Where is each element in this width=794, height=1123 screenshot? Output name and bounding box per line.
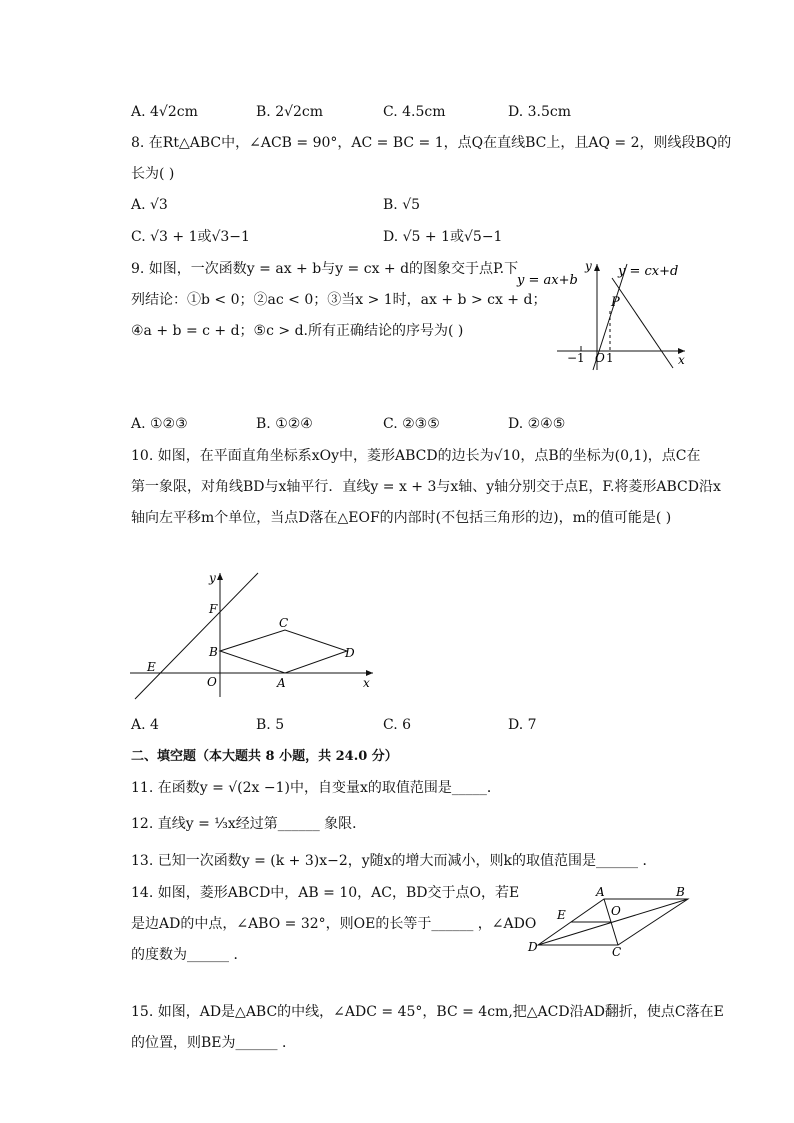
- q10-label-x: x: [363, 676, 370, 690]
- q8-option-a: A. √3: [131, 197, 168, 213]
- q9-stem-line2: 列结论：①b < 0；②ac < 0；③当x > 1时，ax + b > cx + d；: [131, 292, 547, 308]
- q10-line-ef: [135, 573, 258, 699]
- q10-stem-line2: 第一象限，对角线BD与x轴平行．直线y = x + 3与x轴、y轴分别交于点E，F.将菱形ABCD沿x: [131, 479, 721, 495]
- q14-label-e: E: [557, 908, 566, 922]
- q10-rhombus: [220, 630, 347, 673]
- q9-label-1: 1: [606, 351, 614, 365]
- q8-option-c: C. √3 + 1或√3−1: [131, 229, 250, 245]
- q9-line-cx: [612, 278, 673, 368]
- q10-stem-line1: 10. 如图，在平面直角坐标系xOy中，菱形ABCD的边长为√10，点B的坐标为(0,1)，点C在: [131, 448, 701, 464]
- q8-stem-line2: 长为( ): [131, 166, 175, 182]
- q14-figure: [524, 883, 699, 958]
- q7-option-c: C. 4.5cm: [383, 104, 446, 120]
- q10-option-c: C. 6: [383, 717, 412, 733]
- q9-y-arrow: [594, 264, 600, 271]
- q9-stem-line3: ④a + b = c + d；⑤c > d.所有正确结论的序号为( ): [131, 323, 464, 339]
- q10-option-b: B. 5: [256, 717, 285, 733]
- q10-label-d: D: [345, 646, 355, 660]
- q13-stem: 13. 已知一次函数y = (k + 3)x−2，y随x的增大而减小，则k的取值范围是______ ．: [131, 853, 657, 869]
- q10-option-a: A. 4: [131, 717, 159, 733]
- q9-label-o: O: [595, 351, 605, 365]
- q14-label-o: O: [611, 904, 621, 918]
- q8-option-d: D. √5 + 1或√5−1: [383, 229, 503, 245]
- q10-label-o: O: [207, 675, 217, 689]
- q7-option-d: D. 3.5cm: [508, 104, 572, 120]
- q10-option-d: D. 7: [508, 717, 537, 733]
- q9-label-p: P: [611, 295, 620, 310]
- q15-stem-line1: 15. 如图，AD是△ABC的中线，∠ADC = 45°，BC = 4cm,把△ACD沿AD翻折，使点C落在E: [131, 1004, 724, 1020]
- q10-label-a: A: [277, 676, 286, 690]
- q10-stem-line3: 轴向左平移m个单位，当点D落在△EOF的内部时(不包括三角形的边)，m的值可能是( ): [131, 510, 672, 526]
- q14-label-a: A: [596, 885, 605, 899]
- q9-option-a: A. ①②③: [131, 416, 188, 432]
- q9-figure: [515, 258, 695, 373]
- q10-label-e: E: [147, 660, 156, 674]
- q14-label-b: B: [676, 885, 685, 899]
- q10-label-c: C: [279, 616, 289, 630]
- q14-label-c: C: [612, 945, 622, 958]
- q9-stem-line1: 9. 如图，一次函数y = ax + b与y = cx + d的图象交于点P.下: [131, 261, 519, 277]
- q9-option-c: C. ②③⑤: [383, 416, 440, 432]
- q14-stem-line1: 14. 如图，菱形ABCD中，AB = 10，AC，BD交于点O，若E: [131, 885, 520, 901]
- section-heading: 二、填空题（本大题共 8 小题，共 24.0 分）: [131, 749, 398, 764]
- q8-option-b: B. √5: [383, 197, 421, 213]
- q15-stem-line2: 的位置，则BE为______ ．: [131, 1035, 296, 1051]
- q10-y-arrow: [217, 573, 223, 580]
- q10-figure: [125, 565, 385, 700]
- q12-stem: 12. 直线y = ⅓x经过第______ 象限．: [131, 816, 367, 832]
- q8-stem-line1: 8. 在Rt△ABC中，∠ACB = 90°，AC = BC = 1，点Q在直线BC上，且AQ = 2，则线段BQ的: [131, 135, 732, 151]
- q9-option-b: B. ①②④: [256, 416, 313, 432]
- q10-label-y: y: [209, 571, 216, 585]
- q11-stem: 11. 在函数y = √(2x −1)中，自变量x的取值范围是_____．: [131, 780, 501, 796]
- q9-label-y: y: [585, 259, 592, 273]
- q10-label-b: B: [209, 645, 218, 659]
- q14-label-d: D: [528, 940, 538, 954]
- q10-label-f: F: [209, 602, 218, 616]
- q9-label-x: x: [678, 353, 685, 367]
- q14-stem-line2: 是边AD的中点，∠ABO = 32°，则OE的长等于______ ，∠ADO: [131, 916, 537, 932]
- q9-label-cx: y = cx+d: [618, 264, 679, 279]
- q7-option-b: B. 2√2cm: [256, 104, 324, 120]
- q9-option-d: D. ②④⑤: [508, 416, 566, 432]
- q7-option-a: A. 4√2cm: [131, 104, 198, 120]
- q9-label-neg1: −1: [567, 351, 585, 365]
- q14-stem-line3: 的度数为______ ．: [131, 947, 248, 963]
- q9-label-ax: y = ax+b: [517, 273, 578, 288]
